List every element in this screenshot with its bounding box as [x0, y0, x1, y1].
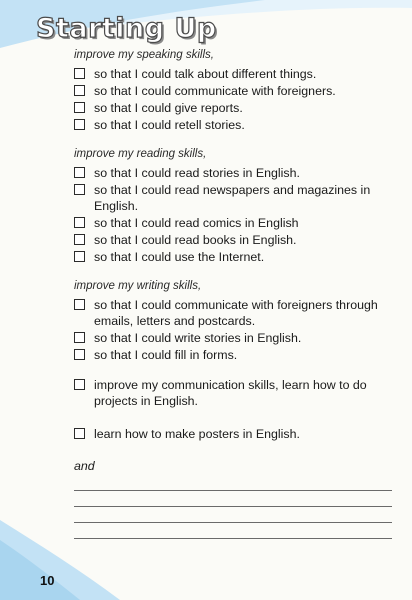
checkbox[interactable] — [74, 217, 85, 228]
checkbox[interactable] — [74, 102, 85, 113]
item-text: so that I could read comics in English — [94, 216, 299, 230]
item-text: so that I could retell stories. — [94, 118, 245, 132]
checklist-item — [74, 215, 394, 231]
checkbox[interactable] — [74, 251, 85, 262]
checkbox[interactable] — [74, 184, 85, 195]
answer-line[interactable] — [74, 491, 392, 507]
answer-line[interactable] — [74, 523, 392, 539]
checklist-item — [74, 117, 394, 133]
checklist-item-posters — [74, 426, 394, 442]
reading-group — [74, 147, 394, 265]
checkbox[interactable] — [74, 332, 85, 343]
item-text: so that I could use the Internet. — [94, 250, 265, 264]
section-label-reading: improve my reading skills, — [74, 148, 207, 160]
item-text: learn how to make posters in English. — [94, 427, 300, 441]
checklist-item — [74, 83, 394, 99]
checklist-content — [74, 48, 394, 539]
writing-group — [74, 279, 394, 363]
page-title: Starting Up — [36, 13, 217, 44]
speaking-group — [74, 48, 394, 133]
checklist-item — [74, 297, 394, 329]
checklist-item — [74, 330, 394, 346]
checkbox[interactable] — [74, 167, 85, 178]
answer-line[interactable] — [74, 507, 392, 523]
item-text: so that I could communicate with foreigners through emails, letters and postcards. — [94, 298, 378, 328]
item-text: improve my communication skills, learn how to do projects in English. — [94, 378, 367, 408]
item-text: so that I could communicate with foreigners. — [94, 84, 336, 98]
checkbox[interactable] — [74, 349, 85, 360]
checklist-item — [74, 249, 394, 265]
section-label-speaking: improve my speaking skills, — [74, 49, 214, 61]
item-text: so that I could write stories in English. — [94, 331, 302, 345]
checklist-item — [74, 232, 394, 248]
page-number: 10 — [40, 573, 55, 588]
checkbox[interactable] — [74, 119, 85, 130]
item-text: so that I could fill in forms. — [94, 348, 238, 362]
checklist-item — [74, 182, 394, 214]
item-text: so that I could read stories in English. — [94, 166, 300, 180]
checkbox[interactable] — [74, 299, 85, 310]
checklist-item — [74, 66, 394, 82]
checklist-item — [74, 165, 394, 181]
checkbox[interactable] — [74, 428, 85, 439]
checklist-item — [74, 347, 394, 363]
checklist-item — [74, 100, 394, 116]
checklist-item-communication — [74, 377, 394, 409]
item-text: so that I could give reports. — [94, 101, 243, 115]
item-text: so that I could talk about different things. — [94, 67, 317, 81]
item-text: so that I could read books in English. — [94, 233, 297, 247]
checkbox[interactable] — [74, 379, 85, 390]
checkbox[interactable] — [74, 234, 85, 245]
item-text: so that I could read newspapers and magazines in English. — [94, 183, 371, 213]
checkbox[interactable] — [74, 85, 85, 96]
section-label-writing: improve my writing skills, — [74, 280, 202, 292]
answer-line[interactable] — [74, 475, 392, 491]
checkbox[interactable] — [74, 68, 85, 79]
and-label: and — [74, 459, 95, 473]
